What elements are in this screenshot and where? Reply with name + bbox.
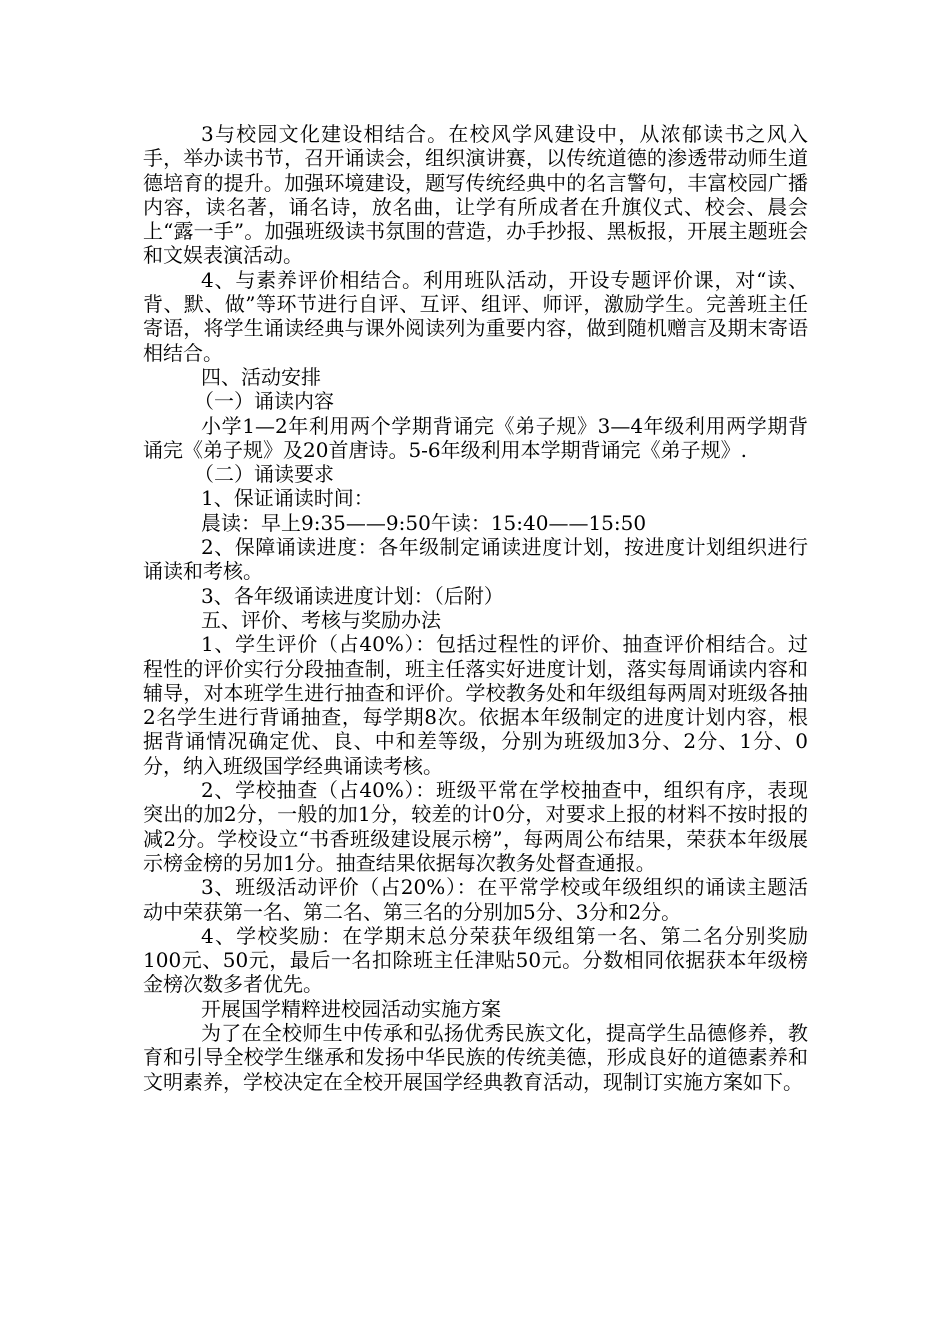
paragraph-reading-schedule: 晨读：早上9:35——9:50午读：15:40——15:50: [201, 510, 647, 535]
subheading-reading-content: （一）诵读内容: [194, 389, 334, 414]
paragraph-reading-time: 1、保证诵读时间：: [201, 486, 374, 511]
paragraph-school-inspection: 2、学校抽查（占40%）：班级平常在学校抽查中，组织有序，表现突出的加2分，一般的加1分，较差的计0分，对要求上报的材料不按时报的减2分。学校设立“书香班级建设展示榜”，每两周公布结果，荣获本年级展示榜金榜的另加1分。抽查结果依据每次教务处督查通报。: [143, 778, 808, 875]
paragraph-quality-evaluation: 4、与素养评价相结合。利用班队活动，开设专题评价课，对“读、背、默、做”等环节进行自评、互评、组评、师评，激励学生。完善班主任寄语，将学生诵读经典与课外阅读列为重要内容，做到随机赠言及期末寄语相结合。: [143, 267, 808, 365]
paragraph-class-activity: 3、班级活动评价（占20%）：在平常学校或年级组织的诵读主题活动中荣获第一名、第二名、第三名的分别加5分、3分和2分。: [143, 875, 808, 924]
document-body: [143, 122, 808, 1094]
document-title: 开展国学精粹进校园活动实施方案: [201, 996, 501, 1021]
paragraph-school-rewards: 4、学校奖励：在学期末总分荣获年级组第一名、第二名分别奖励100元、50元，最后一名扣除班主任津贴50元。分数相同依据获本年级榜金榜次数多者优先。: [143, 923, 808, 997]
subheading-reading-requirements: （二）诵读要求: [194, 462, 334, 487]
section-heading-activity-arrangement: 四、活动安排: [201, 364, 321, 389]
paragraph-student-evaluation: 1、学生评价（占40%）：包括过程性的评价、抽查评价相结合。过程性的评价实行分段抽查制，班主任落实好进度计划，落实每周诵读内容和辅导，对本班学生进行抽查和评价。学校教务处和年级组每两周对班级各抽2名学生进行背诵抽查，每学期8次。依据本年级制定的进度计划内容，根据背诵情况确定优、良、中和差等级，分别为班级加3分、2分、1分、0分，纳入班级国学经典诵读考核。: [143, 632, 808, 778]
paragraph-reading-content: 小学1—2年利用两个学期背诵完《弟子规》3—4年级利用两学期背诵完《弟子规》及20首唐诗。5-6年级利用本学期背诵完《弟子规》.: [143, 413, 808, 462]
paragraph-introduction: 为了在全校师生中传承和弘扬优秀民族文化，提高学生品德修养，教育和引导全校学生继承和发扬中华民族的传统美德，形成良好的道德素养和文明素养，学校决定在全校开展国学经典教育活动，现制订实施方案如下。: [143, 1020, 808, 1094]
section-heading-evaluation: 五、评价、考核与奖励办法: [201, 607, 441, 632]
paragraph-reading-progress: 2、保障诵读进度：各年级制定诵读进度计划，按进度计划组织进行诵读和考核。: [143, 535, 808, 584]
paragraph-campus-culture: 3与校园文化建设相结合。在校风学风建设中，从浓郁读书之风入手，举办读书节，召开诵读会，组织演讲赛，以传统道德的渗透带动师生道德培育的提升。加强环境建设，题写传统经典中的名言警句，丰富校园广播内容，读名著，诵名诗，放名曲，让学有所成者在升旗仪式、校会、晨会上“露一手”。加强班级读书氛围的营造，办手抄报、黑板报，开展主题班会和文娱表演活动。: [143, 122, 808, 268]
paragraph-progress-plan: 3、各年级诵读进度计划：（后附）: [201, 583, 504, 608]
